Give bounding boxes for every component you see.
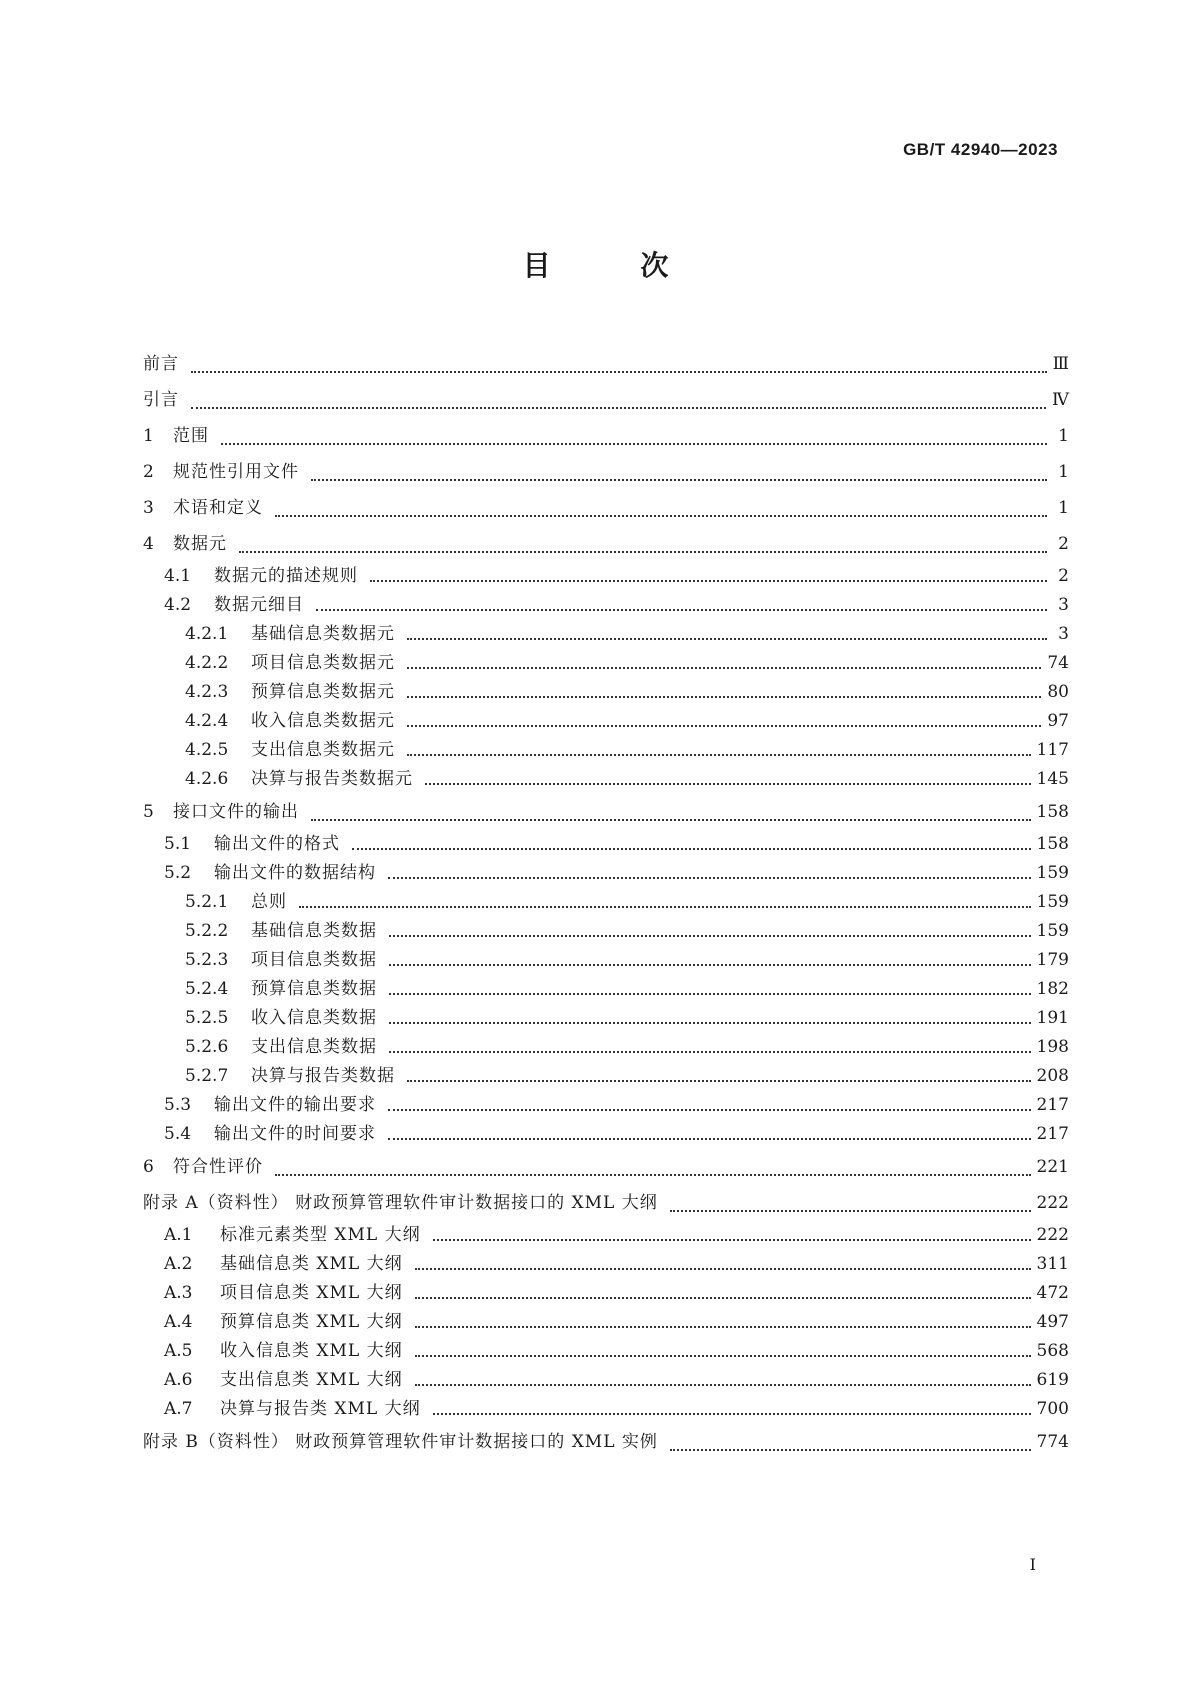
toc-entry[interactable] xyxy=(143,1395,1069,1424)
toc-entry-label: 收入信息类数据 xyxy=(251,1008,377,1028)
toc-entry[interactable] xyxy=(143,1062,1069,1091)
toc-entry-label: 决算与报告类数据元 xyxy=(251,769,413,789)
toc-entry-label: 收入信息类数据元 xyxy=(251,711,395,731)
toc-entry-number: 5.2.7 xyxy=(185,1066,229,1086)
toc-entry-page: 208 xyxy=(1036,1066,1069,1086)
toc-dot-leader xyxy=(415,1297,1031,1299)
toc-entry[interactable] xyxy=(143,1308,1069,1337)
toc-entry-page: 158 xyxy=(1036,802,1069,822)
toc-entry[interactable] xyxy=(143,1279,1069,1308)
toc-dot-leader xyxy=(670,1449,1031,1451)
toc-entry-page: 1 xyxy=(1058,426,1069,446)
toc-entry[interactable] xyxy=(143,1424,1069,1460)
toc-dot-leader xyxy=(191,371,1047,373)
toc-entry[interactable] xyxy=(143,526,1069,562)
footer-page-number: I xyxy=(1029,1555,1036,1574)
toc-entry[interactable] xyxy=(143,736,1069,765)
toc-dot-leader xyxy=(415,1268,1031,1270)
toc-entry-page: 2 xyxy=(1058,534,1069,554)
toc-dot-leader xyxy=(239,551,1047,553)
toc-entry-page: 311 xyxy=(1036,1254,1069,1274)
toc-entry-label: 输出文件的输出要求 xyxy=(214,1095,376,1115)
toc-entry-label: 决算与报告类数据 xyxy=(251,1066,395,1086)
toc-entry-number: 4.2 xyxy=(164,595,192,615)
toc-entry[interactable] xyxy=(143,562,1069,591)
toc-entry-page: 198 xyxy=(1036,1037,1069,1057)
toc-entry-page: 497 xyxy=(1036,1312,1069,1332)
toc-dot-leader xyxy=(415,1384,1031,1386)
toc-dot-leader xyxy=(275,515,1047,517)
toc-dot-leader xyxy=(407,638,1047,640)
toc-entry-label: 总则 xyxy=(251,892,287,912)
toc-dot-leader xyxy=(670,1210,1031,1212)
toc-entry-number: 5.2.6 xyxy=(185,1037,229,1057)
toc-entry[interactable] xyxy=(143,454,1069,490)
toc-entry[interactable] xyxy=(143,975,1069,1004)
toc-entry[interactable] xyxy=(143,946,1069,975)
toc-entry-label: 基础信息类数据 xyxy=(251,921,377,941)
toc-entry[interactable] xyxy=(143,1033,1069,1062)
toc-entry-number: 3 xyxy=(143,498,154,518)
toc-entry-label: 输出文件的时间要求 xyxy=(214,1124,376,1144)
toc-entry-number: A.7 xyxy=(164,1399,193,1419)
toc-entry-number: 5.3 xyxy=(164,1095,192,1115)
toc-entry-page: 1 xyxy=(1058,462,1069,482)
toc-dot-leader xyxy=(352,848,1031,850)
toc-entry-label: 引言 xyxy=(143,390,179,410)
toc-entry[interactable] xyxy=(143,1337,1069,1366)
toc-entry-number: A.4 xyxy=(164,1312,193,1332)
toc-entry-label: 预算信息类数据元 xyxy=(251,682,395,702)
page-title: 目 次 xyxy=(522,249,709,282)
toc-entry-page: 217 xyxy=(1036,1095,1069,1115)
toc-entry-number: 5.2.3 xyxy=(185,950,229,970)
toc-entry[interactable] xyxy=(143,1221,1069,1250)
toc-entry[interactable] xyxy=(143,418,1069,454)
toc-entry-page: 3 xyxy=(1058,624,1069,644)
toc-entry-page: 774 xyxy=(1036,1432,1069,1452)
toc-entry-page: 221 xyxy=(1036,1157,1069,1177)
toc-dot-leader xyxy=(389,1022,1031,1024)
toc-dot-leader xyxy=(388,1138,1031,1140)
toc-dot-leader xyxy=(415,1326,1031,1328)
toc-entry-number: 4.2.5 xyxy=(185,740,229,760)
toc-entry-page: 158 xyxy=(1036,834,1069,854)
toc-entry-page: 222 xyxy=(1036,1193,1069,1213)
toc-entry-number: 1 xyxy=(143,426,154,446)
toc-entry[interactable] xyxy=(143,1120,1069,1149)
toc-entry-number: 5.2.5 xyxy=(185,1008,229,1028)
toc-entry-label: 规范性引用文件 xyxy=(173,462,299,482)
toc-entry-page: 97 xyxy=(1047,711,1069,731)
toc-entry-label: 术语和定义 xyxy=(173,498,263,518)
toc-entry-page: 159 xyxy=(1036,863,1069,883)
toc-entry-label: 决算与报告类 XML 大纲 xyxy=(220,1399,421,1419)
toc-entry-number: 5.2 xyxy=(164,863,192,883)
toc-entry-label: 符合性评价 xyxy=(173,1157,263,1177)
toc-entry-page: Ⅲ xyxy=(1052,354,1069,374)
toc-entry[interactable] xyxy=(143,1004,1069,1033)
toc-entry[interactable] xyxy=(143,490,1069,526)
toc-entry[interactable] xyxy=(143,1185,1069,1221)
toc-entry-page: 700 xyxy=(1036,1399,1069,1419)
toc-entry[interactable] xyxy=(143,620,1069,649)
toc-entry-label: 前言 xyxy=(143,354,179,374)
toc-entry-page: 179 xyxy=(1036,950,1069,970)
toc-dot-leader xyxy=(433,1239,1031,1241)
toc-entry-label: 预算信息类数据 xyxy=(251,979,377,999)
toc-dot-leader xyxy=(407,1080,1031,1082)
toc-entry-number: 5.4 xyxy=(164,1124,192,1144)
toc-entry-page: Ⅳ xyxy=(1052,390,1069,410)
toc-entry-page: 182 xyxy=(1036,979,1069,999)
toc-entry-page: 159 xyxy=(1036,892,1069,912)
toc-entry[interactable] xyxy=(143,1250,1069,1279)
toc-dot-leader xyxy=(388,1109,1031,1111)
toc-entry-number: 4.2.4 xyxy=(185,711,229,731)
toc-entry-page: 222 xyxy=(1036,1225,1069,1245)
toc-entry-number: 4.1 xyxy=(164,566,192,586)
toc-dot-leader xyxy=(407,667,1041,669)
toc-entry-label: 接口文件的输出 xyxy=(173,802,299,822)
toc-entry-page: 619 xyxy=(1036,1370,1069,1390)
toc-entry-page: 217 xyxy=(1036,1124,1069,1144)
toc-entry-page: 145 xyxy=(1036,769,1069,789)
toc-entry-number: 4.2.3 xyxy=(185,682,229,702)
standard-code: GB/T 42940—2023 xyxy=(903,140,1058,159)
toc-entry[interactable] xyxy=(143,707,1069,736)
toc-dot-leader xyxy=(191,407,1046,409)
toc-dot-leader xyxy=(407,754,1031,756)
toc-entry-label: 基础信息类数据元 xyxy=(251,624,395,644)
toc-entry[interactable] xyxy=(143,888,1069,917)
toc-entry-label: 收入信息类 XML 大纲 xyxy=(220,1341,403,1361)
toc-entry[interactable] xyxy=(143,346,1069,382)
toc-entry-label: 输出文件的格式 xyxy=(214,834,340,854)
toc-entry-page: 1 xyxy=(1058,498,1069,518)
toc-dot-leader xyxy=(316,609,1047,611)
toc-entry-label: 预算信息类 XML 大纲 xyxy=(220,1312,403,1332)
toc-entry-page: 117 xyxy=(1036,740,1069,760)
toc-dot-leader xyxy=(370,580,1047,582)
toc-entry-page: 568 xyxy=(1036,1341,1069,1361)
toc-dot-leader xyxy=(388,877,1031,879)
toc-entry[interactable] xyxy=(143,794,1069,830)
toc-dot-leader xyxy=(389,1051,1031,1053)
toc-entry[interactable] xyxy=(143,1366,1069,1395)
toc-entry-number: 4.2.2 xyxy=(185,653,229,673)
toc-entry-page: 3 xyxy=(1058,595,1069,615)
toc-entry-number: 6 xyxy=(143,1157,154,1177)
toc-entry-page: 74 xyxy=(1047,653,1069,673)
toc-entry[interactable] xyxy=(143,1091,1069,1120)
toc-entry-number: 5 xyxy=(143,802,154,822)
toc-entry-number: 2 xyxy=(143,462,154,482)
toc-entry-number: A.1 xyxy=(164,1225,193,1245)
toc-entry-page: 2 xyxy=(1058,566,1069,586)
toc-dot-leader xyxy=(425,783,1031,785)
toc-dot-leader xyxy=(389,993,1031,995)
toc-entry[interactable] xyxy=(143,649,1069,678)
toc-entry-number: 5.2.2 xyxy=(185,921,229,941)
toc-entry-label: 数据元的描述规则 xyxy=(214,566,358,586)
toc-entry-label: 支出信息类数据元 xyxy=(251,740,395,760)
toc-entry-page: 191 xyxy=(1036,1008,1069,1028)
toc-entry-label: 项目信息类 XML 大纲 xyxy=(220,1283,403,1303)
toc-entry-number: 4.2.6 xyxy=(185,769,229,789)
toc-dot-leader xyxy=(389,935,1031,937)
toc-dot-leader xyxy=(389,964,1031,966)
toc-entry-label: 输出文件的数据结构 xyxy=(214,863,376,883)
toc-entry-label: 附录 A（资料性） 财政预算管理软件审计数据接口的 XML 大纲 xyxy=(143,1193,658,1213)
toc-dot-leader xyxy=(299,906,1031,908)
toc-dot-leader xyxy=(311,479,1047,481)
toc-dot-leader xyxy=(407,725,1041,727)
toc-entry-page: 159 xyxy=(1036,921,1069,941)
toc-entry-label: 数据元细目 xyxy=(214,595,304,615)
toc-entry[interactable] xyxy=(143,678,1069,707)
toc-dot-leader xyxy=(433,1413,1031,1415)
toc-dot-leader xyxy=(221,443,1047,445)
toc-entry[interactable] xyxy=(143,859,1069,888)
toc-dot-leader xyxy=(275,1174,1031,1176)
toc-entry-label: 范围 xyxy=(173,426,209,446)
toc-dot-leader xyxy=(407,696,1041,698)
toc-entry-label: 标准元素类型 XML 大纲 xyxy=(220,1225,421,1245)
toc-entry-label: 附录 B（资料性） 财政预算管理软件审计数据接口的 XML 实例 xyxy=(143,1432,658,1452)
toc-entry-number: A.5 xyxy=(164,1341,193,1361)
toc-entry-number: 5.1 xyxy=(164,834,192,854)
table-of-contents xyxy=(143,346,1069,1460)
toc-entry[interactable] xyxy=(143,830,1069,859)
toc-entry[interactable] xyxy=(143,765,1069,794)
toc-entry-number: 4 xyxy=(143,534,154,554)
toc-entry-number: A.3 xyxy=(164,1283,193,1303)
toc-dot-leader xyxy=(415,1355,1031,1357)
toc-entry-page: 472 xyxy=(1036,1283,1069,1303)
toc-entry-label: 支出信息类数据 xyxy=(251,1037,377,1057)
toc-entry-label: 支出信息类 XML 大纲 xyxy=(220,1370,403,1390)
toc-entry-number: A.6 xyxy=(164,1370,193,1390)
toc-entry[interactable] xyxy=(143,382,1069,418)
toc-entry-page: 80 xyxy=(1047,682,1069,702)
toc-entry[interactable] xyxy=(143,917,1069,946)
toc-entry-number: 5.2.4 xyxy=(185,979,229,999)
toc-entry[interactable] xyxy=(143,591,1069,620)
toc-entry-number: A.2 xyxy=(164,1254,193,1274)
toc-entry-label: 项目信息类数据 xyxy=(251,950,377,970)
toc-entry[interactable] xyxy=(143,1149,1069,1185)
toc-entry-number: 4.2.1 xyxy=(185,624,229,644)
toc-entry-number: 5.2.1 xyxy=(185,892,229,912)
toc-dot-leader xyxy=(311,819,1031,821)
toc-entry-label: 项目信息类数据元 xyxy=(251,653,395,673)
toc-entry-label: 基础信息类 XML 大纲 xyxy=(220,1254,403,1274)
toc-entry-label: 数据元 xyxy=(173,534,227,554)
